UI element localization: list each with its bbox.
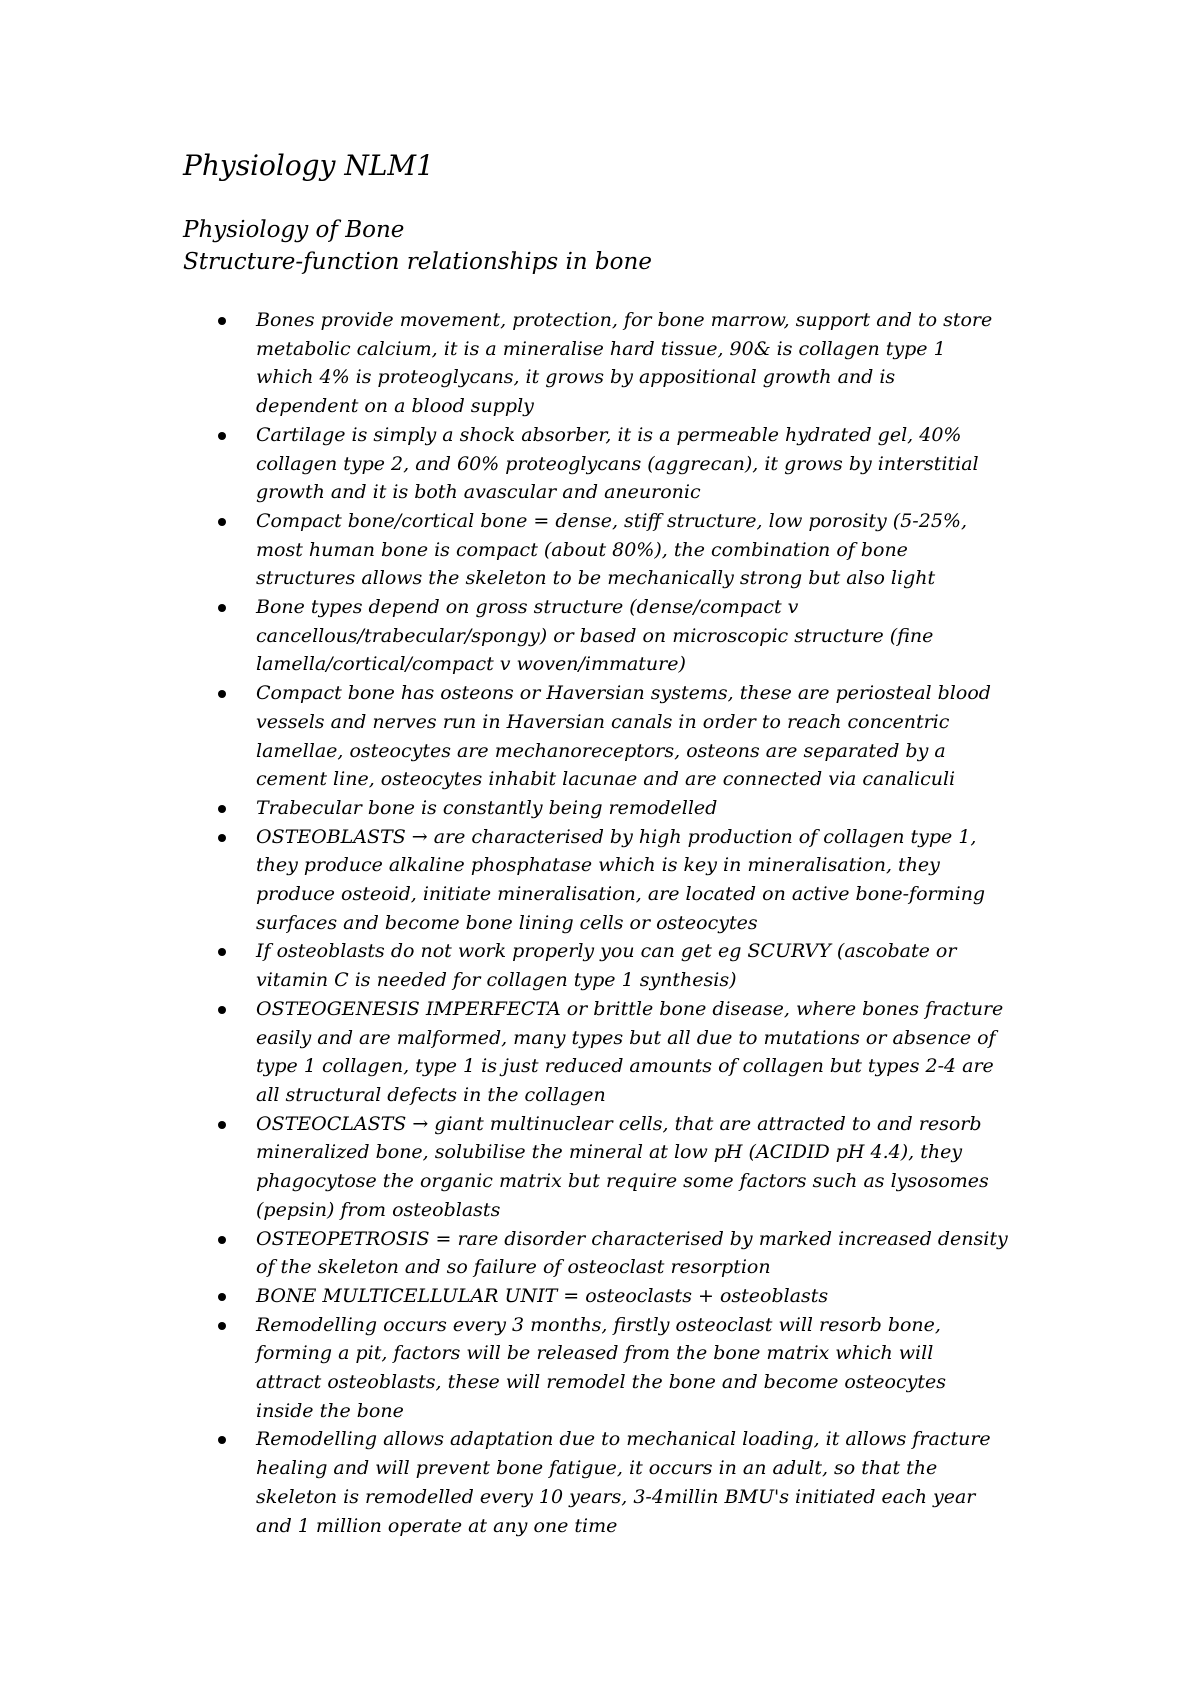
list-item	[183, 1311, 1053, 1426]
bullet-dot-icon	[218, 1436, 226, 1444]
bullet-text-line: growth and it is both avascular and aneuronic	[256, 481, 701, 504]
bullet-dot-icon	[218, 317, 226, 325]
bullet-text-line: Remodelling occurs every 3 months, firstly osteoclast will resorb bone,	[256, 1313, 941, 1336]
list-item	[183, 507, 1053, 593]
bullet-text-line: all structural defects in the collagen	[256, 1083, 606, 1106]
bullet-text-line: cancellous/trabecular/spongy) or based on microscopic structure (fine	[256, 624, 934, 647]
bullet-text-line: Compact bone/cortical bone = dense, stiff structure, low porosity (5-25%,	[256, 509, 967, 532]
list-item	[183, 679, 1053, 794]
bullet-text-line: forming a pit, factors will be released from the bone matrix which will	[256, 1342, 934, 1365]
bullet-text-line: produce osteoid, initiate mineralisation, are located on active bone-forming	[256, 883, 986, 906]
bullet-text-line: OSTEOBLASTS → are characterised by high production of collagen type 1,	[256, 825, 977, 848]
bullet-text-line: Trabecular bone is constantly being remodelled	[256, 796, 718, 819]
bullet-dot-icon	[218, 948, 226, 956]
bullet-text-line: Remodelling allows adaptation due to mechanical loading, it allows fracture	[256, 1428, 991, 1451]
bullet-text-line: dependent on a blood supply	[256, 395, 534, 418]
bullet-text-line: type 1 collagen, type 1 is just reduced amounts of collagen but types 2-4 are	[256, 1055, 994, 1078]
bullet-dot-icon	[218, 690, 226, 698]
list-item	[183, 421, 1053, 507]
bullet-dot-icon	[218, 518, 226, 526]
bullet-dot-icon	[218, 805, 226, 813]
bullet-list	[183, 306, 1053, 1540]
bullet-text-line: If osteoblasts do not work properly you can get eg SCURVY (ascobate or	[256, 940, 957, 963]
bullet-text-line: vessels and nerves run in Haversian canals in order to reach concentric	[256, 710, 950, 733]
bullet-text-line: Compact bone has osteons or Haversian systems, these are periosteal blood	[256, 682, 991, 705]
bullet-text-line: vitamin C is needed for collagen type 1 synthesis)	[256, 969, 737, 992]
bullet-text-line: which 4% is proteoglycans, it grows by appositional growth and is	[256, 366, 896, 389]
list-item	[183, 1225, 1053, 1282]
bullet-text-line: metabolic calcium, it is a mineralise hard tissue, 90& is collagen type 1	[256, 337, 946, 360]
bullet-text-line: Cartilage is simply a shock absorber, it is a permeable hydrated gel, 40%	[256, 423, 962, 446]
bullet-text-line: OSTEOGENESIS IMPERFECTA or brittle bone disease, where bones fracture	[256, 997, 1004, 1020]
bullet-dot-icon	[218, 834, 226, 842]
bullet-dot-icon	[218, 1236, 226, 1244]
bullet-dot-icon	[218, 1006, 226, 1014]
bullet-text-line: of the skeleton and so failure of osteoclast resorption	[256, 1256, 771, 1279]
bullet-text-line: structures allows the skeleton to be mechanically strong but also light	[256, 567, 936, 590]
list-item	[183, 1110, 1053, 1225]
bullet-text-line: mineralized bone, solubilise the mineral at low pH (ACIDID pH 4.4), they	[256, 1141, 963, 1164]
bullet-text-line: OSTEOCLASTS → giant multinuclear cells, that are attracted to and resorb	[256, 1112, 982, 1135]
bullet-dot-icon	[218, 1293, 226, 1301]
list-item	[183, 1425, 1053, 1540]
bullet-text-line: skeleton is remodelled every 10 years, 3-4millin BMU's initiated each year	[256, 1485, 976, 1508]
document-title: Physiology NLM1	[183, 149, 434, 182]
bullet-text-line: most human bone is compact (about 80%), the combination of bone	[256, 538, 908, 561]
list-item	[183, 593, 1053, 679]
bullet-text-line: lamellae, osteocytes are mechanoreceptors, osteons are separated by a	[256, 739, 946, 762]
bullet-text-line: and 1 million operate at any one time	[256, 1514, 618, 1537]
bullet-text-line: collagen type 2, and 60% proteoglycans (aggrecan), it grows by interstitial	[256, 452, 979, 475]
section-subtitle: Structure-function relationships in bone	[183, 249, 652, 275]
bullet-text-line: healing and will prevent bone fatigue, it occurs in an adult, so that the	[256, 1457, 938, 1480]
list-item	[183, 823, 1053, 938]
bullet-text-line: (pepsin) from osteoblasts	[256, 1198, 501, 1221]
bullet-text-line: Bones provide movement, protection, for bone marrow, support and to store	[256, 309, 993, 331]
list-item	[183, 1282, 1053, 1311]
list-item	[183, 937, 1053, 994]
bullet-text-line: inside the bone	[256, 1399, 404, 1422]
bullet-dot-icon	[218, 432, 226, 440]
bullet-text-line: cement line, osteocytes inhabit lacunae and are connected via canaliculi	[256, 768, 956, 791]
section-title: Physiology of Bone	[183, 217, 405, 243]
bullet-text-line: lamella/cortical/compact v woven/immature)	[256, 653, 686, 676]
list-item	[183, 995, 1053, 1110]
bullet-dot-icon	[218, 604, 226, 612]
bullet-text-line: attract osteoblasts, these will remodel the bone and become osteocytes	[256, 1371, 946, 1394]
list-item	[183, 794, 1053, 823]
bullet-text-line: phagocytose the organic matrix but require some factors such as lysosomes	[256, 1170, 989, 1193]
bullet-dot-icon	[218, 1322, 226, 1330]
bullet-text-line: easily and are malformed, many types but all due to mutations or absence of	[256, 1026, 996, 1049]
bullet-text-line: OSTEOPETROSIS = rare disorder characterised by marked increased density	[256, 1227, 1008, 1250]
bullet-text-line: they produce alkaline phosphatase which is key in mineralisation, they	[256, 854, 940, 877]
bullet-text-line: Bone types depend on gross structure (dense/compact v	[256, 596, 799, 619]
bullet-dot-icon	[218, 1121, 226, 1129]
bullet-text-line: BONE MULTICELLULAR UNIT = osteoclasts + osteoblasts	[256, 1284, 829, 1307]
bullet-text-line: surfaces and become bone lining cells or osteocytes	[256, 911, 758, 934]
list-item	[183, 306, 1053, 421]
